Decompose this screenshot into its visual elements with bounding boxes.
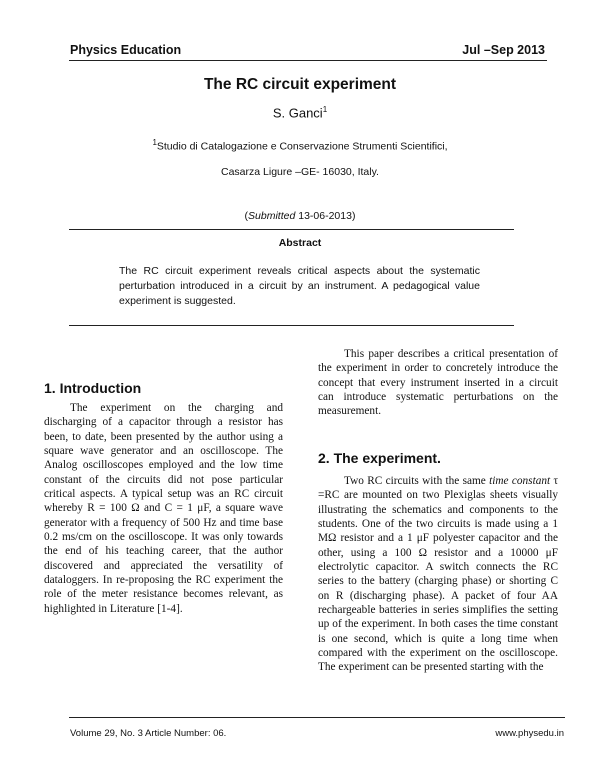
section-heading-introduction: 1. Introduction bbox=[44, 380, 142, 396]
abstract-body: The RC circuit experiment reveals critical aspects about the systematic perturbation introduced in a circuit by an instrument. A pedagogical value experiment is suggested. bbox=[119, 265, 480, 307]
footer-website: www.physedu.in bbox=[495, 728, 564, 739]
affiliation-line-2: Casarza Ligure –GE- 16030, Italy. bbox=[221, 166, 379, 178]
affiliation-line-1 bbox=[0, 138, 600, 153]
author-name: S. Ganci bbox=[272, 105, 323, 121]
submitted-date: (Submitted 13-06-2013) bbox=[244, 210, 356, 222]
experiment-body bbox=[318, 474, 558, 675]
introduction-paragraph: The experiment on the charging and discharging of a capacitor through a resistor has been, to date, been presented by the author using a square wave generator and an oscilloscope. The Analog oscilloscopes employed and the low time constant of the circuits did not pose particular critical aspects. A typical setup was an RC circuit whereby R = 100 Ω and C = 1 μF, a square wave generator with a frequency of 500 Hz and time base 0.2 ms/cm on the oscilloscope. It was only towards the end of his teaching career, that the author discovered and appreciated the versatility of dataloggers. In re-proposing the RC experiment the role of the meter resistance becomes relevant, as highlighted in Literature [1-4]. bbox=[44, 402, 283, 615]
affiliation-institute: Studio di Catalogazione e Conservazione Strumenti Scientifici, bbox=[156, 140, 448, 153]
introduction-body bbox=[44, 401, 283, 616]
footer-rule bbox=[69, 717, 565, 718]
experiment-text-rest: τ =RC are mounted on two Plexiglas sheets visually illustrating the schematics and components to the students. One of the two circuits is made using a 1 MΩ resistor and a 1 μF polyester capacitor and the other, using a 100 Ω resistor and a 10000 μF electrolytic capacitor. A switch connects the RC series to the battery (charging phase) or shorting C on R (discharging phase). A packet of four AA rechargeable batteries in series simplifies the setting up of the experiment. In both cases the time constant is one second, which is quite a long time when compared with the experiment on the oscilloscope. The experiment can be presented starting with the bbox=[318, 475, 558, 674]
article-title: The RC circuit experiment bbox=[203, 76, 397, 93]
section-heading-experiment: 2. The experiment. bbox=[318, 450, 441, 466]
abstract-heading: Abstract bbox=[278, 237, 322, 249]
abstract-top-rule bbox=[69, 229, 514, 230]
header-rule bbox=[69, 60, 547, 61]
journal-name: Physics Education bbox=[70, 43, 182, 57]
experiment-time-constant: time constant bbox=[489, 475, 551, 487]
affiliation-mark: 1 bbox=[152, 138, 157, 147]
footer-volume-info: Volume 29, No. 3 Article Number: 06. bbox=[70, 728, 227, 739]
issue-date: Jul –Sep 2013 bbox=[462, 43, 545, 57]
submitted-date-value: 13-06-2013) bbox=[295, 210, 356, 222]
author-line bbox=[0, 105, 600, 120]
abstract-bottom-rule bbox=[69, 325, 514, 326]
experiment-paragraph bbox=[318, 474, 558, 675]
right-intro-body bbox=[318, 347, 558, 419]
right-intro-paragraph: This paper describes a critical presentation of the experiment in order to concretely introduce the concept that every instrument inserted in a circuit can introduce systematic perturbations on the measurement. bbox=[318, 348, 558, 418]
experiment-text-start: Two RC circuits with the same bbox=[344, 475, 490, 487]
author-affiliation-mark: 1 bbox=[322, 105, 328, 114]
submitted-label: Submitted bbox=[248, 210, 296, 222]
